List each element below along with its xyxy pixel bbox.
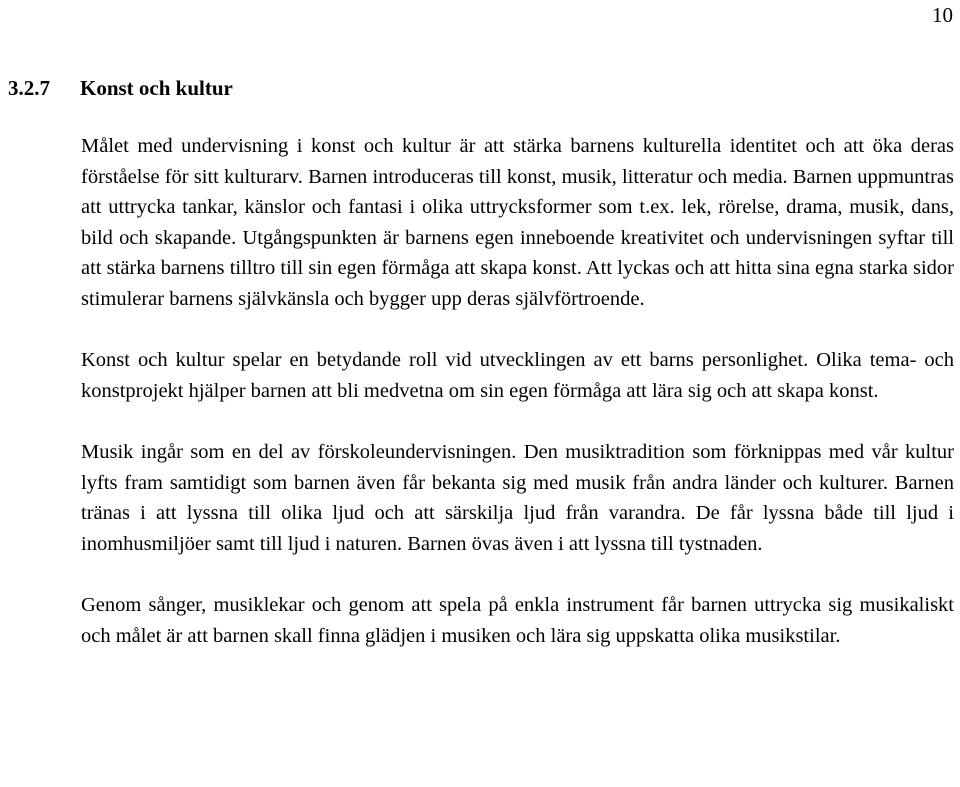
page-number: 10: [932, 3, 953, 27]
section-heading: [8, 74, 233, 102]
paragraph-music: Musik ingår som en del av förskoleundervisningen. Den musiktradition som förknippas med vår kultur lyfts fram samtidigt som barnen även får bekanta sig med musik från andra länder och kulturer. Barnen tränas i att lyssna till olika ljud och att särskilja ljud från varandra. De får lyssna både till ljud i inomhusmiljöer samt till ljud i naturen. Barnen övas även i att lyssna till tystnaden.: [81, 441, 954, 555]
paragraph-intro: Målet med undervisning i konst och kultur är att stärka barnens kulturella identitet och att öka deras förståelse för sitt kulturarv. Barnen introduceras till konst, musik, litteratur och media. Barnen uppmuntras att uttrycka tankar, känslor och fantasi i olika uttrycksformer som t.ex. lek, rörelse, drama, musik, dans, bild och skapande. Utgångspunkten är barnens egen inneboende kreativitet och undervisningen syftar till att stärka barnens tilltro till sin egen förmåga att skapa konst. Att lyckas och att hitta sina egna starka sidor stimulerar barnens självkänsla och bygger upp deras självförtroende.: [81, 135, 954, 310]
body-text: [81, 131, 954, 682]
paragraph-songs: Genom sånger, musiklekar och genom att spela på enkla instrument får barnen uttrycka sig musikaliskt och målet är att barnen skall finna glädjen i musiken och lära sig uppskatta olika musikstilar.: [81, 594, 954, 647]
section-title: Konst och kultur: [80, 76, 233, 100]
paragraph-personality: Konst och kultur spelar en betydande roll vid utvecklingen av ett barns personlighet. Olika tema- och konstprojekt hjälper barnen att bli medvetna om sin egen förmåga att lära sig och att skapa konst.: [81, 349, 954, 402]
section-number: 3.2.7: [8, 76, 50, 100]
